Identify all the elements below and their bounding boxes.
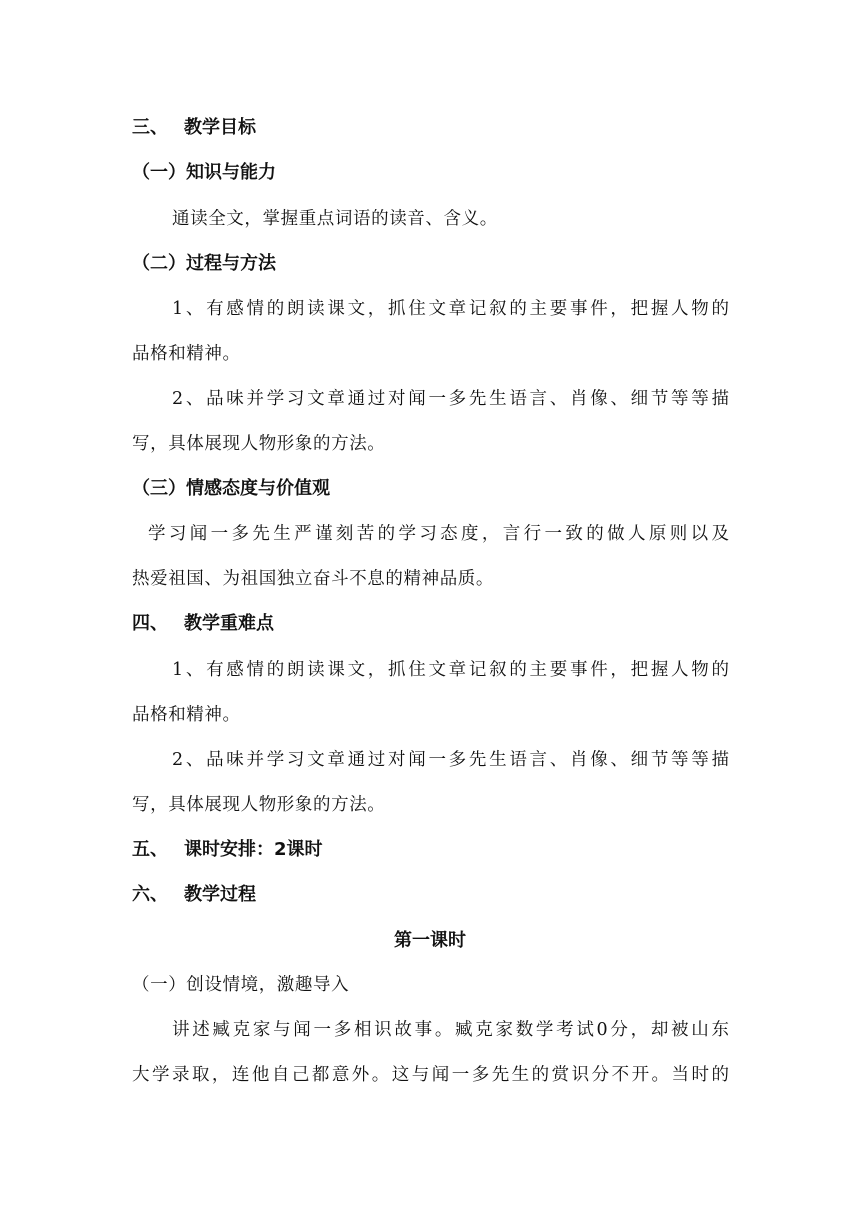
lesson-title: 第一课时	[394, 930, 466, 951]
paragraph-line: 1、有感情的朗读课文，抓住文章记叙的主要事件，把握人物的	[172, 660, 729, 680]
paragraph-line: 品格和精神。	[132, 705, 241, 725]
paragraph-line: 大学录取，连他自己都意外。这与闻一多先生的赏识分不开。当时的	[132, 1065, 729, 1085]
section-title: 课时安排：2课时	[184, 839, 323, 860]
paragraph-line: 热爱祖国、为祖国独立奋斗不息的精神品质。	[132, 569, 494, 589]
section-title: 教学重难点	[184, 613, 274, 634]
section-number: 六、	[132, 884, 168, 905]
section-number: 三、	[132, 117, 168, 138]
paragraph-line: 学习闻一多先生严谨刻苦的学习态度，言行一致的做人原则以及	[148, 524, 729, 544]
paragraph-line: 写，具体展现人物形象的方法。	[132, 434, 386, 454]
paragraph-line: 2、品味并学习文章通过对闻一多先生语言、肖像、细节等等描	[172, 389, 729, 409]
subsection-heading: （一）知识与能力	[132, 162, 276, 183]
section-number: 五、	[132, 839, 168, 860]
section-5-heading	[132, 838, 323, 862]
subsection-heading: （一）创设情境，激趣导入	[132, 975, 350, 995]
section-title: 教学目标	[184, 117, 256, 138]
paragraph-line: 1、有感情的朗读课文，抓住文章记叙的主要事件，把握人物的	[172, 299, 729, 319]
paragraph-line: 品格和精神。	[132, 344, 241, 364]
subsection-heading: （三）情感态度与价值观	[132, 478, 330, 499]
section-number: 四、	[132, 613, 168, 634]
paragraph-line: 讲述臧克家与闻一多相识故事。臧克家数学考试0分，却被山东	[172, 1020, 729, 1040]
paragraph-line: 写，具体展现人物形象的方法。	[132, 795, 386, 815]
paragraph-line: 2、品味并学习文章通过对闻一多先生语言、肖像、细节等等描	[172, 750, 729, 770]
section-6-heading	[132, 883, 256, 907]
section-4-heading	[132, 612, 274, 636]
section-title: 教学过程	[184, 884, 256, 905]
subsection-heading: （二）过程与方法	[132, 253, 276, 274]
section-3-heading	[132, 116, 256, 140]
paragraph: 通读全文，掌握重点词语的读音、含义。	[172, 209, 498, 229]
